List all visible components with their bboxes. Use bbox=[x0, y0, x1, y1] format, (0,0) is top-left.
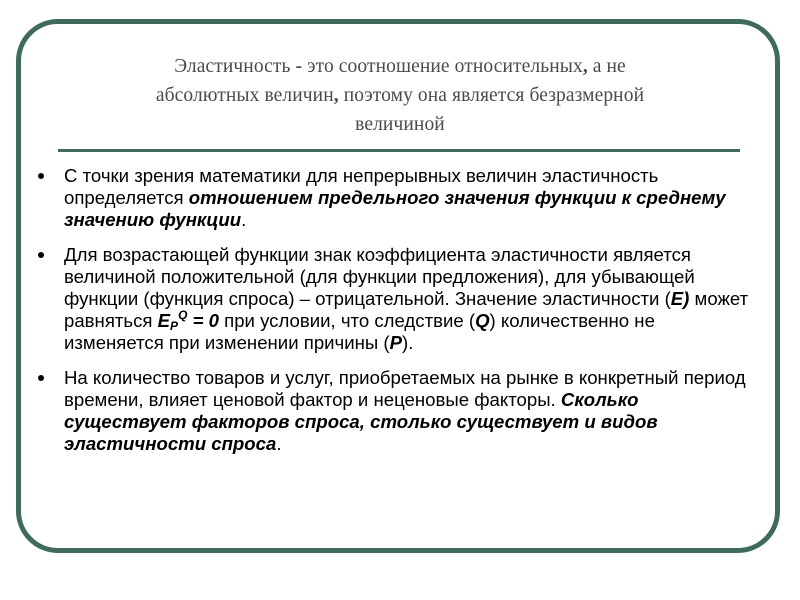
title-comma-2: , bbox=[333, 85, 339, 106]
bullet-2-text-d: ) количественно не изменяется при изменении причины ( bbox=[64, 310, 655, 353]
bullet-dot-icon bbox=[38, 173, 44, 179]
bullet-dot-icon bbox=[38, 252, 44, 258]
title-text-5: величиной bbox=[355, 114, 445, 135]
bullet-2-e-symbol: Е) bbox=[670, 288, 690, 309]
bullet-1-text: С точки зрения математики для непрерывных величин эластичность определяется bbox=[64, 165, 659, 208]
formula bbox=[158, 310, 219, 331]
bullet-1-emphasis: отношением предельного значения функции к среднему значению функции bbox=[64, 187, 726, 230]
bullet-item-3 bbox=[38, 367, 758, 455]
formula-e: Е bbox=[157, 310, 171, 331]
bullet-2-text-c: при условии, что следствие ( bbox=[218, 310, 476, 331]
bullet-item-1 bbox=[38, 165, 758, 231]
title-text-1: это соотношение относительных bbox=[307, 56, 583, 77]
bullet-item-2 bbox=[38, 244, 758, 354]
title-comma-1: , bbox=[582, 56, 588, 77]
formula-sub-p: Р bbox=[170, 319, 179, 333]
bullet-2-end: ). bbox=[402, 332, 414, 353]
bullet-1-end: . bbox=[241, 209, 247, 230]
bullet-dot-icon bbox=[38, 375, 44, 381]
bullet-3-emphasis: Сколько существует факторов спроса, столько существует и видов эластичности спроса bbox=[64, 389, 658, 454]
title-word-elasticity: Эластичность bbox=[174, 56, 291, 77]
bullet-2-q-symbol: Q bbox=[475, 310, 490, 331]
bullet-3-end: . bbox=[276, 433, 282, 454]
title-divider bbox=[58, 149, 740, 152]
bullet-2-text-b: может равняться bbox=[64, 288, 749, 331]
formula-equals-zero: = 0 bbox=[187, 310, 219, 331]
title-dash: - bbox=[290, 56, 308, 77]
bullet-list bbox=[38, 165, 758, 468]
title-text-3: абсолютных величин bbox=[155, 85, 334, 106]
bullet-2-p-symbol: Р bbox=[389, 332, 403, 353]
title-text-4: поэтому она является безразмерной bbox=[338, 85, 645, 106]
slide-title bbox=[50, 52, 750, 139]
bullet-2-text: Для возрастающей функции знак коэффициента эластичности является величиной положительной (для функции предложения), для убывающей функции (функция спроса) – отрицательной. Значение эластичности ( bbox=[64, 244, 695, 309]
formula-sup-q: Q bbox=[178, 308, 188, 322]
title-text-2: а не bbox=[587, 56, 626, 77]
bullet-3-text: На количество товаров и услуг, приобретаемых на рынке в конкретный период времени, влияет ценовой фактор и неценовые факторы. bbox=[64, 367, 746, 410]
